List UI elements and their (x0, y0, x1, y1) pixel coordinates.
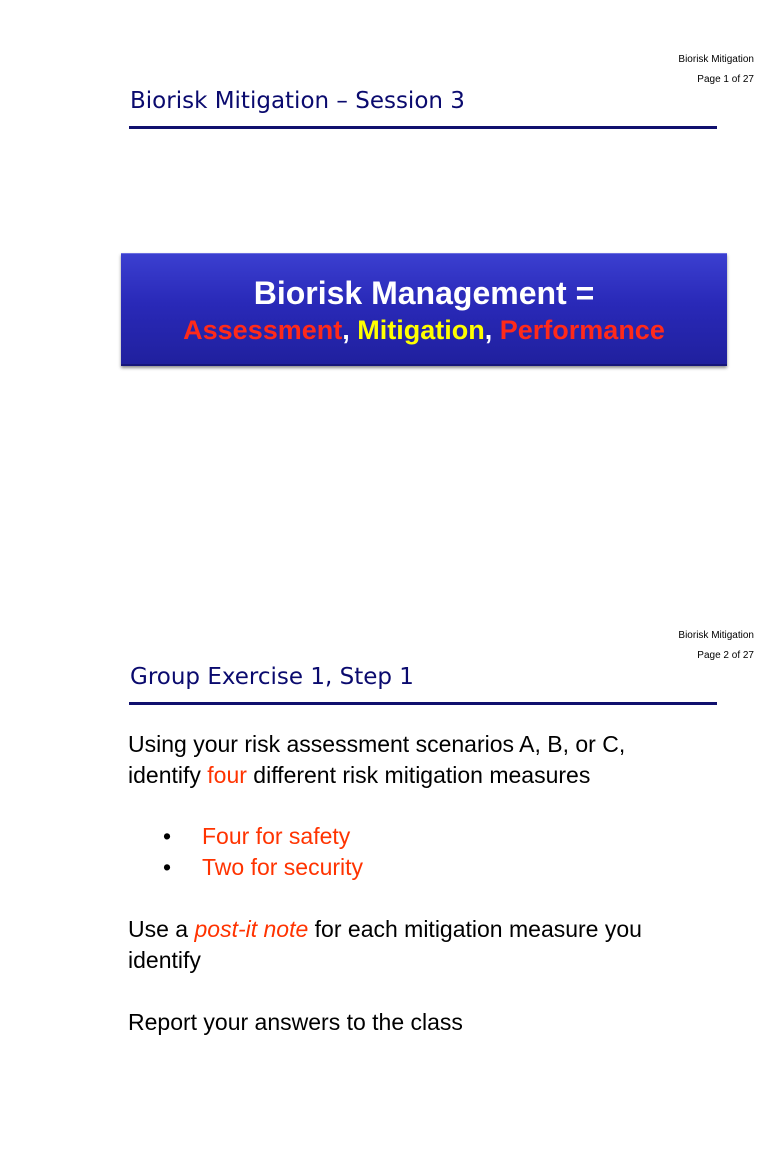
banner-word-assessment: Assessment (183, 315, 343, 345)
instruction-text: identify (128, 762, 208, 788)
report-paragraph: Report your answers to the class (128, 1009, 463, 1035)
slide-page-2 (0, 576, 768, 1152)
title-divider (129, 126, 717, 129)
biorisk-banner (121, 253, 727, 366)
bullet-icon: • (163, 823, 172, 849)
instruction-line (128, 760, 728, 791)
banner-word-performance: Performance (499, 315, 665, 345)
post-it-paragraph (128, 914, 718, 976)
header-doc-name: Biorisk Mitigation (678, 630, 754, 641)
instruction-line: Using your risk assessment scenarios A, B, or C, (128, 731, 626, 757)
instruction-text: Use a (128, 916, 195, 942)
header-page-number: Page 1 of 27 (697, 74, 754, 85)
banner-heading: Biorisk Management = (253, 275, 595, 311)
bullet-list (163, 821, 363, 883)
highlight-text: post-it note (194, 916, 309, 942)
list-item (163, 852, 363, 883)
title-divider (129, 702, 717, 705)
header-doc-name: Biorisk Mitigation (678, 54, 754, 65)
header-page-number: Page 2 of 27 (697, 650, 754, 661)
slide-title: Group Exercise 1, Step 1 (130, 664, 414, 690)
list-item-label: Two for security (202, 854, 364, 880)
list-item-label: Four for safety (202, 823, 351, 849)
page-header (678, 50, 754, 90)
banner-separator: , (484, 315, 500, 345)
banner-separator: , (342, 315, 358, 345)
page-header (678, 626, 754, 666)
instruction-text: for each mitigation measure you identify (128, 916, 642, 973)
bullet-icon: • (163, 854, 172, 880)
instruction-paragraph (128, 729, 728, 791)
highlight-text: four (207, 762, 247, 788)
list-item (163, 821, 363, 852)
banner-subheading (121, 312, 727, 348)
slide-title: Biorisk Mitigation – Session 3 (130, 88, 465, 114)
banner-word-mitigation: Mitigation (357, 315, 485, 345)
instruction-text: different risk mitigation measures (246, 762, 591, 788)
